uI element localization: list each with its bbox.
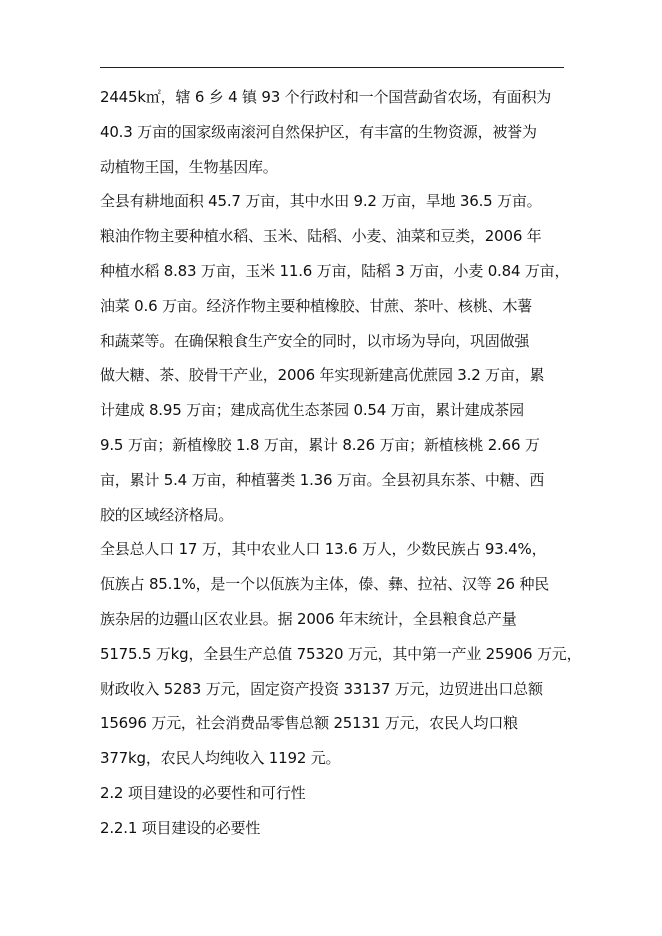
text-line: 15696 万元，社会消费品零售总额 25131 万元，农民人均口粮 bbox=[100, 714, 518, 733]
text-line: 全县总人口 17 万，其中农业人口 13.6 万人，少数民族占 93.4%， bbox=[100, 540, 547, 559]
text-line: 佤族占 85.1%，是一个以佤族为主体，傣、彝、拉祜、汉等 26 种民 bbox=[100, 575, 550, 594]
body-text bbox=[100, 80, 582, 846]
text-line: 2445k㎡，辖 6 乡 4 镇 93 个行政村和一个国营勐省农场，有面积为 bbox=[100, 88, 552, 106]
text-line: 财政收入 5283 万元，固定资产投资 33137 万元，边贸进出口总额 bbox=[100, 679, 543, 698]
text-line: 9.5 万亩；新植橡胶 1.8 万亩，累计 8.26 万亩；新植核桃 2.66 万 bbox=[100, 435, 540, 454]
text-line: 动植物王国，生物基因库。 bbox=[100, 157, 278, 176]
section-heading: 2.2 项目建设的必要性和可行性 bbox=[100, 783, 306, 802]
text-line: 亩，累计 5.4 万亩，种植薯类 1.36 万亩。全县初具东茶、中糖、西 bbox=[100, 470, 545, 489]
text-line: 种植水稻 8.83 万亩，玉米 11.6 万亩，陆稻 3 万亩，小麦 0.84 万亩， bbox=[100, 261, 570, 280]
text-line: 做大糖、茶、胶骨干产业，2006 年实现新建高优蔗园 3.2 万亩，累 bbox=[100, 366, 545, 385]
text-line: 计建成 8.95 万亩；建成高优生态茶园 0.54 万亩，累计建成茶园 bbox=[100, 401, 524, 420]
text-line: 胶的区域经济格局。 bbox=[100, 505, 234, 524]
text-line: 族杂居的边疆山区农业县。据 2006 年末统计，全县粮食总产量 bbox=[100, 609, 517, 628]
text-line: 40.3 万亩的国家级南滚河自然保护区，有丰富的生物资源，被誉为 bbox=[100, 122, 537, 141]
text-line: 5175.5 万kg，全县生产总值 75320 万元，其中第一产业 25906 万元， bbox=[100, 644, 582, 663]
header-rule bbox=[100, 67, 564, 68]
text-line: 全县有耕地面积 45.7 万亩，其中水田 9.2 万亩，旱地 36.5 万亩。 bbox=[100, 192, 542, 211]
text-line: 和蔬菜等。在确保粮食生产安全的同时，以市场为导向，巩固做强 bbox=[100, 331, 530, 350]
subsection-heading: 2.2.1 项目建设的必要性 bbox=[100, 818, 261, 837]
text-line: 粮油作物主要种植水稻、玉米、陆稻、小麦、油菜和豆类，2006 年 bbox=[100, 227, 542, 246]
text-line: 377kg，农民人均纯收入 1192 元。 bbox=[100, 749, 341, 768]
text-line: 油菜 0.6 万亩。经济作物主要种植橡胶、甘蔗、茶叶、核桃、木薯 bbox=[100, 296, 532, 315]
